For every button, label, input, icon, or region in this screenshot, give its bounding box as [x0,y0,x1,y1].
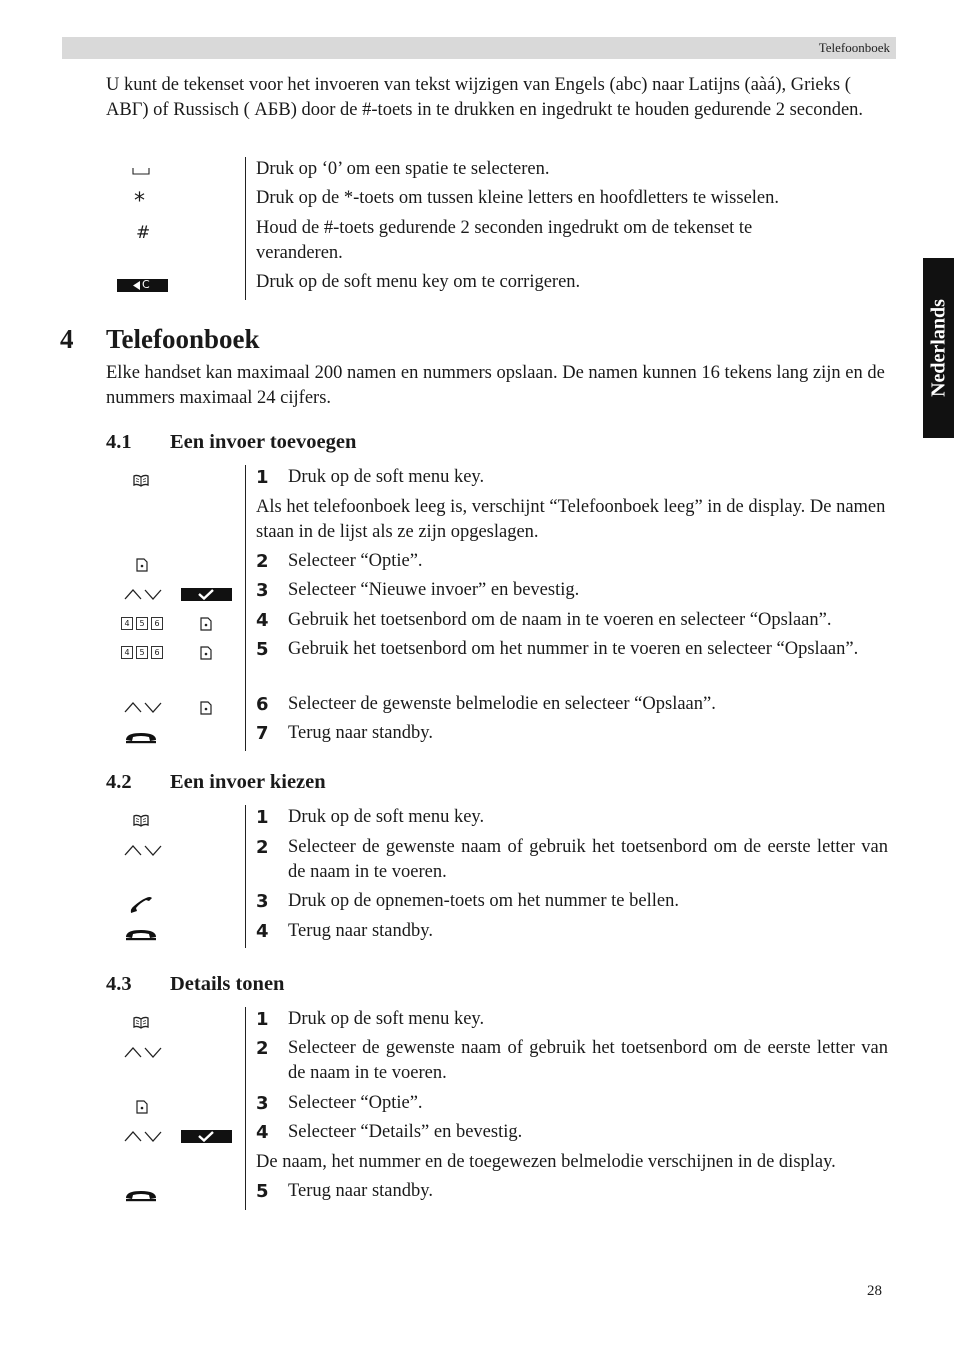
clear-key-label: C [142,278,150,291]
subsection-number: 4.2 [106,771,132,793]
step-number: 7 [256,723,269,744]
step-item [256,578,888,603]
step-number: 3 [256,891,269,912]
hash-key-icon: # [136,223,151,243]
step-item [256,835,888,885]
call-icon [128,895,154,915]
step-item [256,1036,888,1086]
step-item [256,805,888,830]
up-down-icon [123,1045,163,1059]
step-text: Selecteer “Details” en bevestig. [288,1122,523,1142]
up-down-icon [123,1129,163,1143]
table-row: Druk op ‘0’ om een spatie te selecteren. [256,159,550,179]
softkey-icon [200,617,212,631]
step-number: 1 [256,467,269,488]
step-text: Druk op de soft menu key. [288,467,485,487]
step-text: Terug naar standby. [288,1181,433,1201]
space-key-icon [132,167,150,175]
step-text: Selecteer “Optie”. [288,551,423,571]
keypad-key-5: 5 [136,646,148,659]
table-divider [245,157,246,300]
step-number: 3 [256,580,269,601]
step-number: 2 [256,551,269,572]
step-number: 4 [256,610,269,631]
running-header-title: Telefoonboek [818,40,890,55]
step-text: Gebruik het toetsenbord om de naam in te voeren en selecteer “Opslaan”. [288,610,832,630]
section-heading [60,322,260,356]
intro-paragraph: U kunt de tekenset voor het invoeren van tekst wijzigen van Engels (abc) naar Latijns (aàá), Grieks ( ΑΒΓ) of Russisch ( АБВ) door de #-toets in te drukken en ingedrukt te houden gedurende 2 seconden. [106,75,864,120]
subsection-title: Details tonen [170,973,285,995]
step-text: Selecteer “Nieuwe invoer” en bevestig. [288,580,580,600]
step-number: 5 [256,639,269,660]
softkey-icon [136,558,148,572]
step-text: Terug naar standby. [288,723,433,743]
header-bar [62,37,896,59]
step-item [256,919,888,944]
step-item [256,549,888,574]
step-number: 6 [256,694,269,715]
step-number: 4 [256,921,269,942]
step-item [256,1120,888,1145]
step-number: 2 [256,1038,269,1059]
phonebook-icon [133,474,149,488]
table-divider [245,1007,246,1210]
step-item [256,1091,888,1116]
keypad-key-6: 6 [151,617,163,630]
step-text: Druk op de opnemen-toets om het nummer te bellen. [288,891,679,911]
star-key-icon: * [134,189,145,214]
step-text: Druk op de soft menu key. [288,807,485,827]
step-number: 2 [256,837,269,858]
table-divider [245,465,246,751]
phonebook-icon [133,1016,149,1030]
keypad-key-4: 4 [121,617,133,630]
subsection-title: Een invoer kiezen [170,771,326,793]
step-text: Terug naar standby. [288,921,433,941]
step-item [256,889,888,914]
step-text: Selecteer de gewenste naam of gebruik het toetsenbord om de eerste letter van de naam in te voeren. [288,837,888,882]
step-text: Selecteer “Optie”. [288,1093,423,1113]
table-divider [245,805,246,948]
step-text: Selecteer de gewenste belmelodie en selecteer “Opslaan”. [288,694,716,714]
step-text: Druk op de soft menu key. [288,1009,485,1029]
confirm-key-icon [181,1130,232,1143]
table-row: Druk op de soft menu key om te corrigeren. [256,272,581,292]
confirm-key-icon [181,588,232,601]
step-item [256,1007,888,1032]
step-text: Selecteer de gewenste naam of gebruik het toetsenbord om de eerste letter van de naam in te voeren. [288,1038,888,1083]
step-note: De naam, het nummer en de toegewezen belmelodie verschijnen in de display. [256,1152,836,1172]
step-item [256,692,888,717]
hang-up-icon [124,927,158,941]
step-item [256,465,888,490]
section-intro: Elke handset kan maximaal 200 namen en nummers opslaan. De namen kunnen 16 tekens lang zijn en de nummers maximaal 24 cijfers. [106,363,885,408]
step-note: Als het telefoonboek leeg is, verschijnt “Telefoonboek leeg” in de display. De namen staan in de lijst als ze zijn opgeslagen. [256,497,886,542]
softkey-icon [200,646,212,660]
table-row: Druk op de *-toets om tussen kleine letters en hoofdletters te wisselen. [256,188,780,208]
language-side-tab-label: Nederlands [927,299,949,397]
step-number: 1 [256,807,269,828]
subsection-number: 4.3 [106,973,132,995]
step-item [256,1179,888,1204]
up-down-icon [123,843,163,857]
hang-up-icon [124,1188,158,1202]
subsection-number: 4.1 [106,431,132,453]
keypad-key-4: 4 [121,646,133,659]
keypad-key-6: 6 [151,646,163,659]
subsection-title: Een invoer toevoegen [170,431,357,453]
subsection-heading [106,971,284,997]
keypad-icon [121,646,163,659]
step-number: 4 [256,1122,269,1143]
page-number: 28 [867,1283,882,1299]
step-number: 5 [256,1181,269,1202]
section-title: Telefoonboek [106,324,260,354]
hang-up-icon [124,730,158,744]
softkey-icon [136,1100,148,1114]
keypad-icon [121,617,163,630]
phonebook-icon [133,814,149,828]
step-number: 3 [256,1093,269,1114]
section-number: 4 [60,324,74,354]
clear-key-icon [117,279,168,292]
table-row: Houd de #-toets gedurende 2 seconden ingedrukt om de tekenset te veranderen. [256,218,753,263]
subsection-heading [106,769,326,795]
up-down-icon [123,587,163,601]
step-item [256,637,888,662]
language-side-tab [923,258,954,438]
softkey-icon [200,701,212,715]
step-item [256,721,888,746]
up-down-icon [123,700,163,714]
step-number: 1 [256,1009,269,1030]
step-item [256,608,888,633]
keypad-key-5: 5 [136,617,148,630]
step-text: Gebruik het toetsenbord om het nummer in te voeren en selecteer “Opslaan”. [288,639,859,659]
subsection-heading [106,429,356,455]
